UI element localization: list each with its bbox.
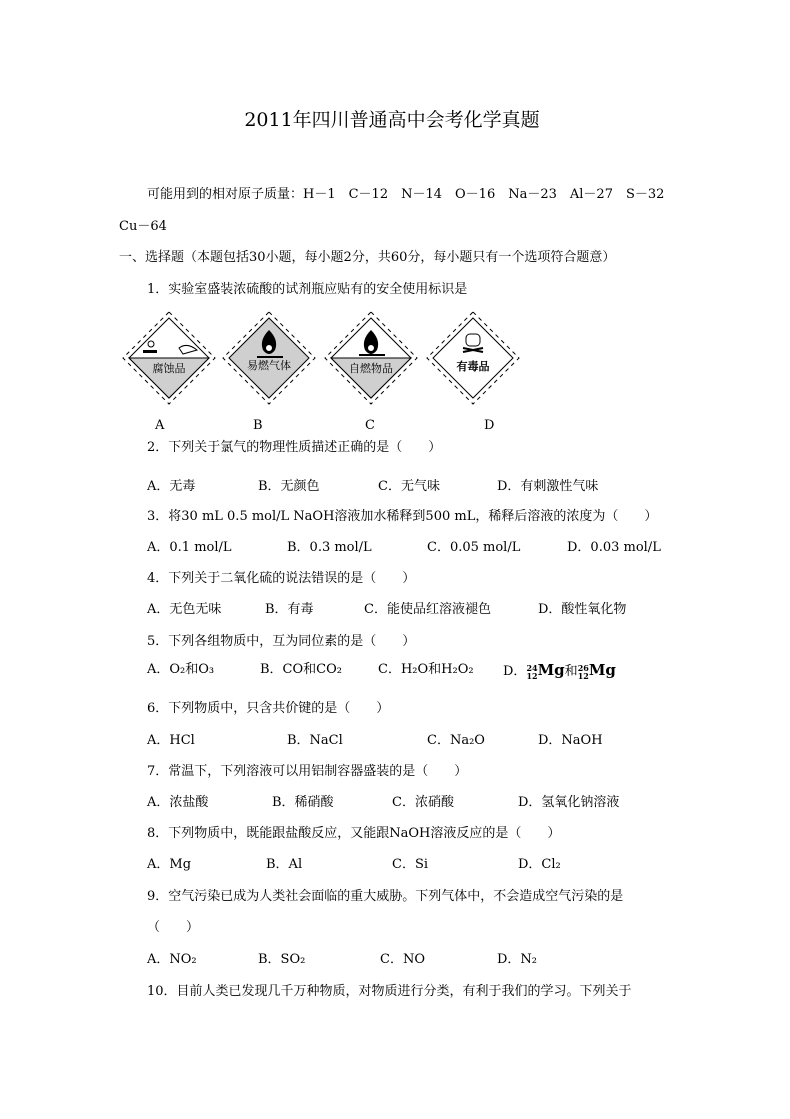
- question-5: 5．下列各组物质中，互为同位素的是（ ）: [147, 634, 416, 649]
- option-c: C．H₂O和H₂O₂: [378, 662, 474, 677]
- option-d: D．氢氧化钠溶液: [518, 795, 620, 810]
- hazard-sign-c: [323, 310, 419, 406]
- option-b: B．0.3 mol/L: [287, 540, 372, 555]
- option-d: D．有刺激性气味: [497, 479, 599, 494]
- hazard-sign-label: 易燃气体: [247, 359, 291, 372]
- element-symbol: Mg: [588, 661, 616, 679]
- option-b: B．NaCl: [287, 733, 343, 748]
- option-d: D．Cl₂: [518, 857, 561, 872]
- question-8: 8．下列物质中，既能跟盐酸反应，又能跟NaOH溶液反应的是（ ）: [147, 826, 561, 841]
- option-a: A．HCl: [147, 733, 195, 748]
- hazard-sign-b: [221, 310, 317, 406]
- isotope-numbers: 24 12: [526, 662, 538, 681]
- option-d: D．N₂: [497, 952, 538, 967]
- option-a: A．无色无味: [147, 602, 222, 617]
- option-b: B．无颜色: [258, 479, 320, 494]
- question-4: 4．下列关于二氧化硫的说法错误的是（ ）: [147, 571, 416, 586]
- isotope-numbers: 26 12: [577, 662, 589, 681]
- hazard-sign-label: 有毒品: [456, 360, 490, 373]
- option-c: C．能使品红溶液褪色: [364, 602, 491, 617]
- option-c: C．浓硝酸: [392, 795, 454, 810]
- option-b: B．Al: [266, 857, 303, 872]
- question-2: 2．下列关于氯气的物理性质描述正确的是（ ）: [147, 440, 442, 455]
- option-d: D．酸性氧化物: [538, 602, 627, 617]
- option-b: B．CO和CO₂: [260, 662, 342, 677]
- question-9: 9．空气污染已成为人类社会面临的重大威胁。下列气体中，不会造成空气污染的是: [147, 889, 624, 904]
- element-symbol: Mg: [537, 661, 565, 679]
- option-c: C．无气味: [378, 479, 440, 494]
- option-b: B．稀硝酸: [272, 795, 334, 810]
- option-c: C．Si: [392, 857, 429, 872]
- option-c: C．0.05 mol/L: [427, 540, 521, 555]
- option-c: C．Na₂O: [427, 733, 485, 748]
- question-9-cont: （ ）: [147, 920, 200, 935]
- option-b: B．有毒: [265, 602, 314, 617]
- sign-letter: D: [484, 418, 495, 433]
- option-b: B．SO₂: [258, 952, 306, 967]
- option-a: A．NO₂: [147, 952, 197, 967]
- hazard-sign-label: 腐蚀品: [152, 362, 186, 375]
- option-a: A．无毒: [147, 479, 196, 494]
- question-1: 1．实验室盛装浓硫酸的试剂瓶应贴有的安全使用标识是: [147, 282, 468, 297]
- option-a: A．浓盐酸: [147, 795, 209, 810]
- section-heading: 一、选择题（本题包括30小题，每小题2分，共60分，每小题只有一个选项符合题意）: [119, 250, 616, 265]
- hazard-sign-d: [425, 310, 521, 406]
- question-6: 6．下列物质中，只含共价键的是（ ）: [147, 701, 390, 716]
- option-c: C．NO: [380, 952, 425, 967]
- sign-letter: A: [155, 418, 165, 433]
- option-d: D．0.03 mol/L: [567, 540, 661, 555]
- question-3: 3．将30 mL 0.5 mol/L NaOH溶液加水稀释到500 mL，稀释后溶液的浓度为（ ）: [147, 509, 658, 524]
- option-a: A．Mg: [147, 857, 192, 872]
- hazard-sign-label: 自燃物品: [349, 362, 393, 375]
- sign-letter: B: [253, 418, 263, 433]
- sign-letter: C: [365, 418, 375, 433]
- option-a: A．0.1 mol/L: [147, 540, 232, 555]
- atomic-masses: 可能用到的相对原子质量：H－1 C－12 N－14 O－16 Na－23 Al－27 S－32: [147, 187, 665, 202]
- question-7: 7．常温下，下列溶液可以用铝制容器盛装的是（ ）: [147, 764, 468, 779]
- page-title: 2011年四川普通高中会考化学真题: [244, 109, 540, 131]
- option-d: D．NaOH: [538, 733, 603, 748]
- question-10: 10．目前人类已发现几千万种物质，对物质进行分类，有利于我们的学习。下列关于: [147, 984, 632, 999]
- atomic-masses-cont: Cu－64: [119, 219, 167, 234]
- hazard-sign-a: [121, 310, 217, 406]
- option-d: D．24 12Mg和26 12Mg: [503, 661, 616, 681]
- option-a: A．O₂和O₃: [147, 662, 215, 677]
